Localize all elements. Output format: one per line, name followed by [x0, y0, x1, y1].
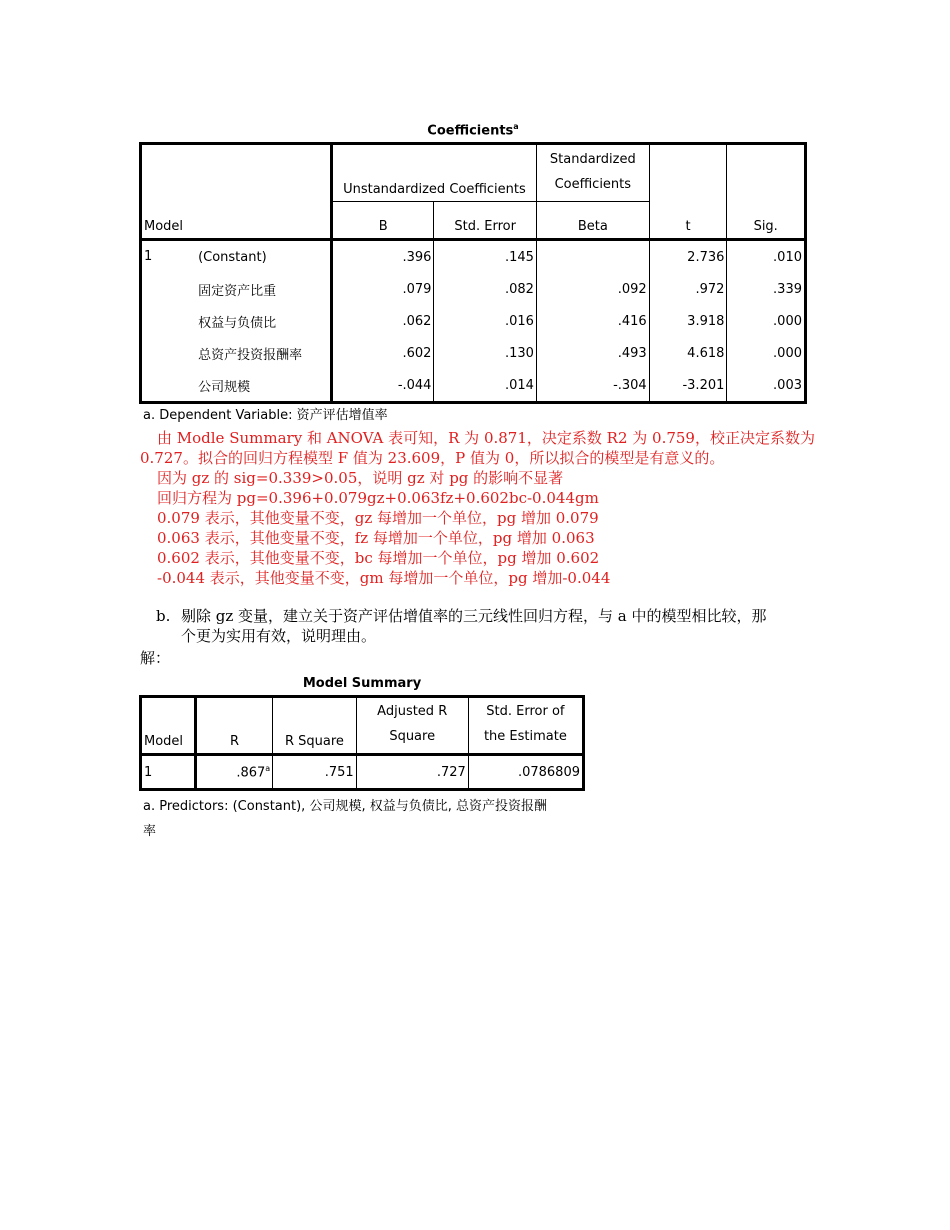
row-label: 公司规模 [198, 379, 251, 395]
header-t: t [649, 144, 727, 240]
model-summary-title: Model Summary [302, 676, 422, 691]
analysis-line: 0.079 表示，其他变量不变，gz 每增加一个单位，pg 增加 0.079 [157, 509, 599, 527]
header-b: B [331, 202, 434, 240]
analysis-line: 0.602 表示，其他变量不变，bc 每增加一个单位，pg 增加 0.602 [157, 549, 600, 567]
question-b-text: 个更为实用有效，说明理由。 [181, 627, 377, 645]
header-std-error: Std. Error [434, 202, 536, 240]
coefficients-title: Coefficients$^a$ [427, 122, 519, 139]
table-row: 公司规模 -.044 .014 -.304 -3.201 .003 [141, 369, 806, 403]
header-standardized: Standardized Coefficients [536, 144, 649, 202]
row-label: 固定资产比重 [198, 283, 277, 299]
header-beta: Beta [536, 202, 649, 240]
model-summary-footnote: a. Predictors: (Constant), 公司规模, 权益与负债比, 总资产投资报酬 率 [143, 799, 547, 839]
header-unstandardized: Unstandardized Coefficients [331, 144, 536, 202]
table-row: 1 (Constant) .396 .145 2.736 .010 [141, 240, 806, 274]
question-b-marker: b. [156, 607, 171, 625]
coefficients-table [139, 142, 807, 404]
row-label: (Constant) [198, 249, 267, 265]
answer-label: 解： [140, 649, 171, 667]
coefficients-footnote: a. Dependent Variable: 资产评估增值率 [143, 408, 388, 423]
analysis-line: 因为 gz 的 sig=0.339>0.05，说明 gz 对 pg 的影响不显著 [157, 469, 564, 487]
summary-header-model: Model [144, 734, 184, 749]
summary-header-adjusted: Adjusted R Square [356, 697, 468, 755]
table-row: 总资产投资报酬率 .602 .130 .493 4.618 .000 [141, 337, 806, 369]
analysis-line: 0.727。拟合的回归方程模型 F 值为 23.609，P 值为 0，所以拟合的模型是有意义的。 [140, 449, 725, 467]
analysis-line: -0.044 表示，其他变量不变，gm 每增加一个单位，pg 增加-0.044 [157, 569, 611, 587]
table-row: 1 .867$^a$ .751 .727 .0786809 [141, 755, 584, 790]
summary-header-r: R [195, 697, 272, 755]
table-row: 固定资产比重 .079 .082 .092 .972 .339 [141, 273, 806, 305]
question-b-text: 剔除 gz 变量，建立关于资产评估增值率的三元线性回归方程，与 a 中的模型相比较，那 [181, 607, 767, 625]
summary-header-r-square: R Square [273, 697, 356, 755]
model-number: 1 [144, 249, 153, 264]
header-model: Model [144, 219, 184, 234]
analysis-line: 由 Modle Summary 和 ANOVA 表可知，R 为 0.871，决定系数 R2 为 0.759，校正决定系数为 [157, 429, 815, 447]
row-label: 总资产投资报酬率 [198, 347, 303, 363]
analysis-line: 回归方程为 pg=0.396+0.079gz+0.063fz+0.602bc-0.044gm [157, 489, 599, 507]
analysis-line: 0.063 表示，其他变量不变，fz 每增加一个单位，pg 增加 0.063 [157, 529, 595, 547]
table-row: 权益与负债比 .062 .016 .416 3.918 .000 [141, 305, 806, 337]
summary-header-std-error: Std. Error of the Estimate [468, 697, 583, 755]
header-sig: Sig. [727, 144, 806, 240]
model-summary-table [139, 695, 585, 791]
row-label: 权益与负债比 [198, 315, 277, 331]
